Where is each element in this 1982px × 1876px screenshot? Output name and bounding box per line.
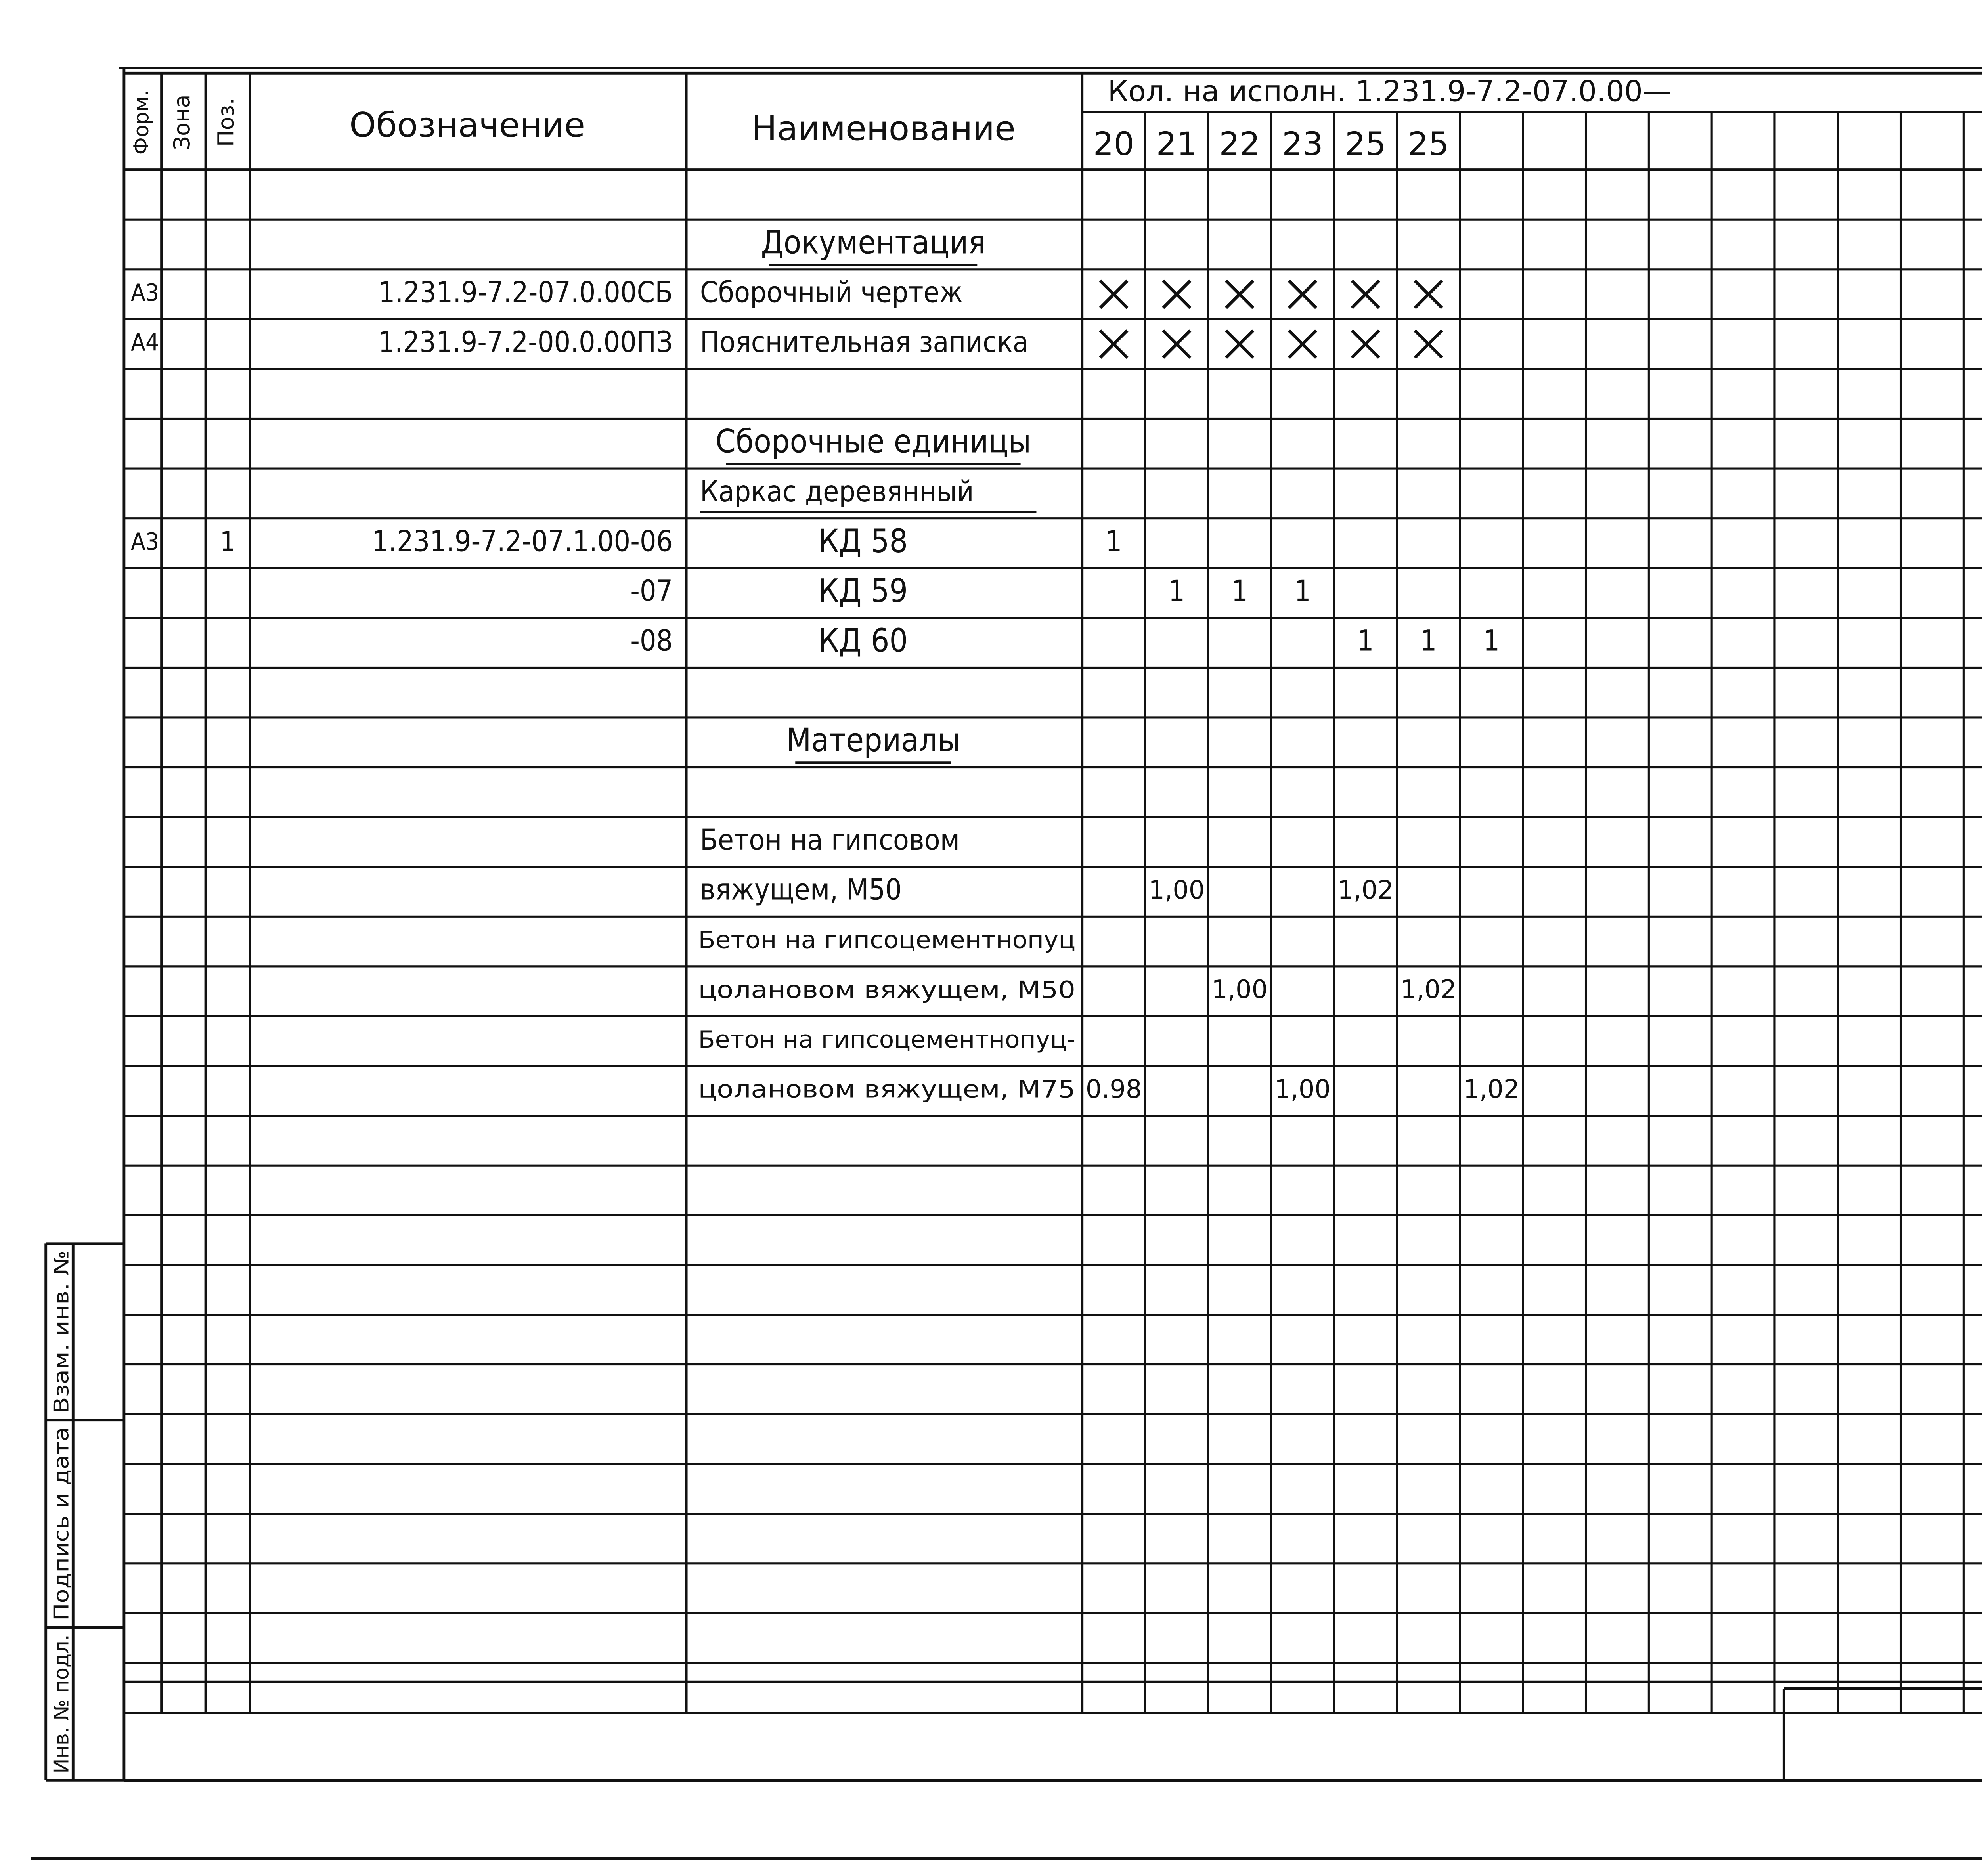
qty-value: 1,00 xyxy=(1211,975,1268,1005)
cross-mark xyxy=(1226,331,1253,358)
row-pos: 1 xyxy=(220,526,235,558)
row-designation: -07 xyxy=(630,574,673,608)
row-designation: 1.231.9-7.2-07.1.00-06 xyxy=(372,524,673,558)
header-pos: Поз. xyxy=(213,98,239,147)
qty-value: 1,02 xyxy=(1337,875,1394,905)
qty-value: 0.98 xyxy=(1085,1074,1142,1104)
cross-mark xyxy=(1100,331,1127,358)
side-label: Инв. № подл. xyxy=(50,1633,74,1774)
cross-mark xyxy=(1226,281,1253,308)
qty-value: 1,02 xyxy=(1463,1074,1520,1104)
header-name: Наименование xyxy=(751,109,1016,149)
section-title: Сборочные единицы xyxy=(715,423,1031,461)
row-designation: -08 xyxy=(630,624,673,658)
qty-value: 1 xyxy=(1168,574,1185,608)
row-name: цолановом вяжущем, М50 xyxy=(698,976,1076,1004)
row-form: А3 xyxy=(131,279,159,307)
side-label: Подпись и дата xyxy=(50,1451,74,1621)
cross-mark xyxy=(1415,281,1442,308)
section-title: Материалы xyxy=(786,721,960,759)
qty-value: 1 xyxy=(1483,624,1500,658)
row-form: А4 xyxy=(131,329,159,357)
cross-mark xyxy=(1163,331,1190,358)
row-name: Бетон на гипсовом xyxy=(700,823,960,857)
row-form: А3 xyxy=(131,528,159,556)
cross-mark xyxy=(1100,281,1127,308)
qty-value: 1 xyxy=(1357,624,1374,658)
row-name: КД 58 xyxy=(818,522,908,560)
row-name: Пояснительная записка xyxy=(700,325,1029,360)
header-zone: Зона xyxy=(169,94,195,150)
qty-value: 1 xyxy=(1420,624,1437,658)
row-name: КД 60 xyxy=(818,622,908,660)
cross-mark xyxy=(1352,331,1379,358)
qty-value: 1 xyxy=(1105,524,1122,558)
section-title: Документация xyxy=(761,224,986,262)
row-designation: 1.231.9-7.2-00.0.00ПЗ xyxy=(378,325,673,360)
table-content xyxy=(50,24,1982,1830)
qty-value: 1,00 xyxy=(1274,1074,1331,1104)
side-label: Взам. инв. № xyxy=(50,1275,74,1413)
row-designation: 1.231.9-7.2-07.0.00СБ xyxy=(378,275,673,310)
row-name: Бетон на гипсоцементнопуц xyxy=(698,926,1076,954)
cross-mark xyxy=(1415,331,1442,358)
row-name: Сборочный чертеж xyxy=(700,275,963,310)
header-variant: 22 xyxy=(1219,125,1260,163)
row-name: вяжущем, М50 xyxy=(700,873,902,907)
row-name: цолановом вяжущем, М75 xyxy=(698,1075,1076,1103)
qty-value: 1,02 xyxy=(1400,975,1457,1005)
header-qty-caption: Кол. на исполн. 1.231.9-7.2-07.0.00— xyxy=(1108,75,1672,109)
qty-value: 1,00 xyxy=(1148,875,1205,905)
row-name: Каркас деревянный xyxy=(700,474,974,509)
row-name: КД 59 xyxy=(818,572,908,610)
header-variant: 25 xyxy=(1345,125,1386,163)
header-variant: 21 xyxy=(1156,125,1198,163)
cross-mark xyxy=(1289,281,1316,308)
row-name: Бетон на гипсоцементнопуц- xyxy=(698,1025,1076,1054)
header-variant: 20 xyxy=(1093,125,1134,163)
header-variant: 25 xyxy=(1408,125,1449,163)
header-designation: Обозначение xyxy=(349,105,585,145)
header-variant: 23 xyxy=(1282,125,1323,163)
cross-mark xyxy=(1289,331,1316,358)
cross-mark xyxy=(1352,281,1379,308)
qty-value: 1 xyxy=(1231,574,1248,608)
cross-mark xyxy=(1163,281,1190,308)
qty-value: 1 xyxy=(1294,574,1311,608)
header-form: Форм. xyxy=(130,90,154,155)
